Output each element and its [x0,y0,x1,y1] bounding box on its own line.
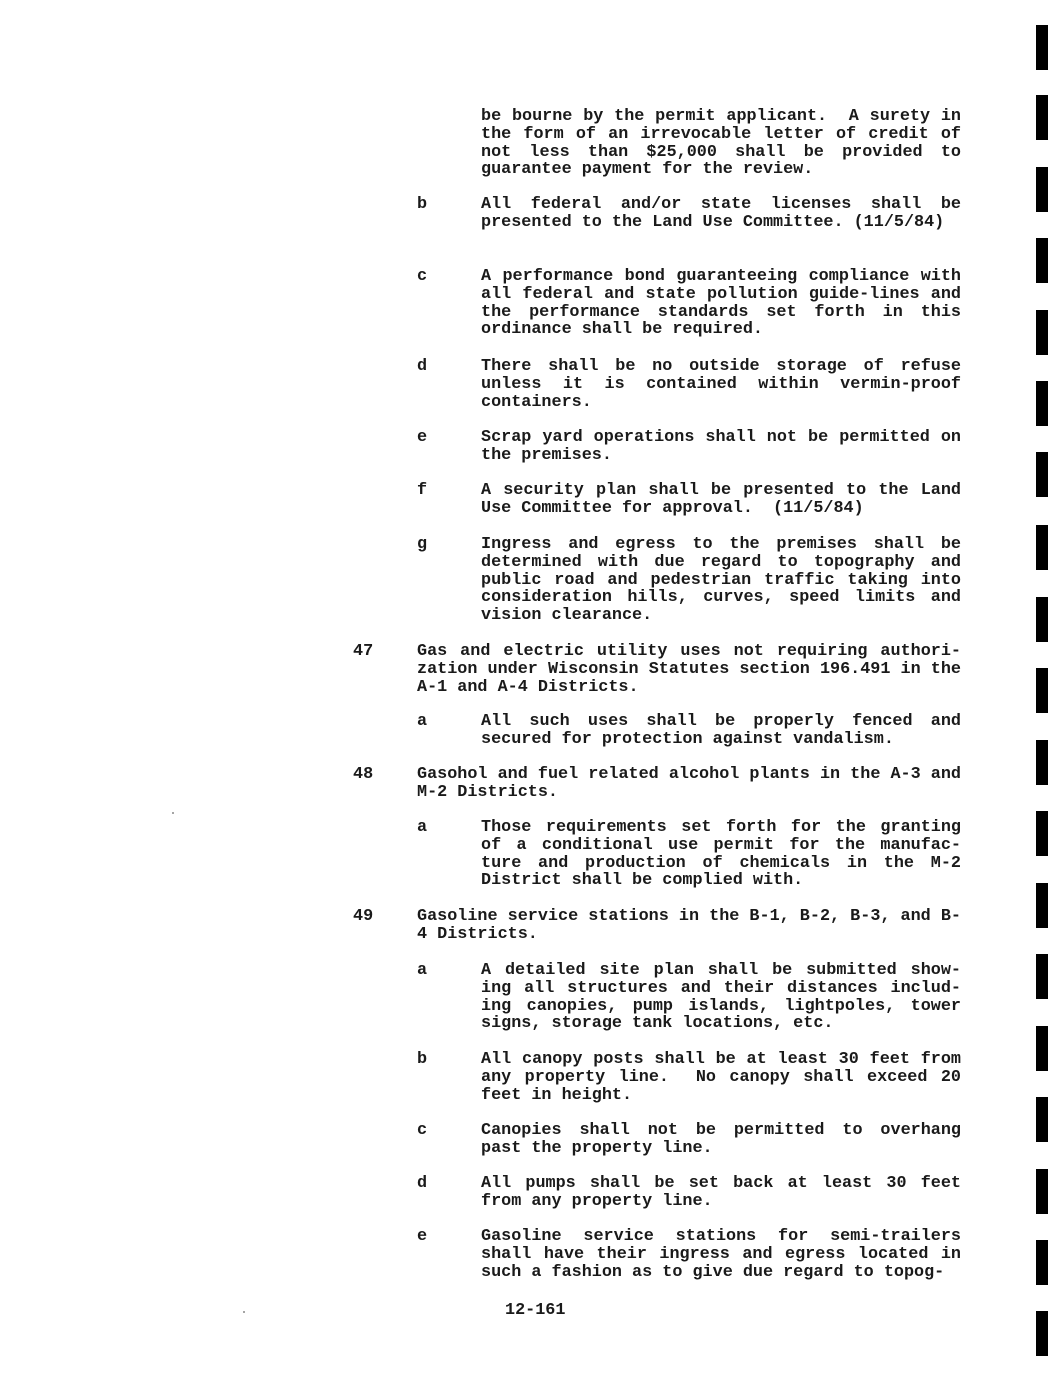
item-letter-a: a [417,712,428,731]
item-text-f: A security plan shall be presented to the Land Use Committee for approval. (11/5/84) [481,481,972,518]
scan-mark [1036,238,1048,283]
scan-mark [1036,525,1048,570]
scan-mark [1036,954,1048,999]
continued-paragraph: be bourne by the permit applicant. A surety in the form of an irrevocable letter of credit of not less than $25,000 shall be provided to guarantee payment for the review. [481,107,972,180]
item-text-b: All federal and/or state licenses shall be presented to the Land Use Committee. (11/5/84) [481,195,972,232]
item-letter-f: f [417,481,428,500]
item-letter-a: a [417,818,428,837]
item-letter-e: e [417,1227,428,1246]
item-letter-g: g [417,535,428,554]
item-letter-b: b [417,1050,428,1069]
scan-mark [1036,1240,1048,1285]
item-letter-c: c [417,1121,428,1140]
item-text-d: All pumps shall be set back at least 30 feet from any property line. [481,1174,972,1211]
scan-mark [1036,1026,1048,1071]
scan-mark [1036,1169,1048,1214]
item-letter-e: e [417,428,428,447]
item-letter-d: d [417,1174,428,1193]
item-text-b: All canopy posts shall be at least 30 feet from any property line. No canopy shall exceed 20 feet in height. [481,1050,972,1105]
scan-mark [1036,452,1048,497]
section-text-47: Gas and electric utility uses not requiring authori-zation under Wisconsin Statutes section 196.491 in the A-1 and A-4 Districts. [417,642,972,697]
section-text-49: Gasoline service stations in the B-1, B-2, B-3, and B-4 Districts. [417,907,961,944]
scan-mark [1036,883,1048,928]
item-letter-c: c [417,267,428,286]
item-letter-d: d [417,357,428,376]
scan-mark [1036,597,1048,642]
item-text-e: Scrap yard operations shall not be permitted on the premises. [481,428,972,465]
section-number-47: 47 [353,642,374,661]
item-text-c: A performance bond guaranteeing compliance with all federal and state pollution guide-lines and the performance standards set forth in this ordinance shall be required. [481,267,972,340]
scan-mark [1036,1311,1048,1356]
item-text-a: A detailed site plan shall be submitted show-ing all structures and their distances includ-ing canopies, pump islands, lightpoles, tower signs, storage tank locations, etc. [481,961,972,1034]
scan-speck [243,1311,245,1313]
item-text-c: Canopies shall not be permitted to overhang past the property line. [481,1121,972,1158]
scan-mark [1036,740,1048,785]
scan-mark [1036,381,1048,426]
item-text-a: Those requirements set forth for the granting of a conditional use permit for the manufac-ture and production of chemicals in the M-2 District shall be complied with. [481,818,972,891]
scan-mark [1036,25,1048,70]
section-number-48: 48 [353,765,374,784]
item-text-e: Gasoline service stations for semi-trailers shall have their ingress and egress located in such a fashion as to give due regard to topog- [481,1227,972,1282]
item-text-d: There shall be no outside storage of refuse unless it is contained within vermin-proof containers. [481,357,972,412]
scan-mark [1036,1097,1048,1142]
scan-speck [172,812,174,814]
page-number: 12-161 [505,1301,566,1320]
item-text-a: All such uses shall be properly fenced and secured for protection against vandalism. [481,712,972,749]
item-text-g: Ingress and egress to the premises shall be determined with due regard to topography and public road and pedestrian traffic taking into consideration hills, curves, speed limits and vision clearance. [481,535,972,626]
scan-mark [1036,668,1048,713]
section-number-49: 49 [353,907,374,926]
scan-mark [1036,95,1048,140]
scan-mark [1036,811,1048,856]
scan-mark [1036,310,1048,355]
item-letter-b: b [417,195,428,214]
item-letter-a: a [417,961,428,980]
section-text-48: Gasohol and fuel related alcohol plants in the A-3 and M-2 Districts. [417,765,972,802]
scan-mark [1036,167,1048,212]
